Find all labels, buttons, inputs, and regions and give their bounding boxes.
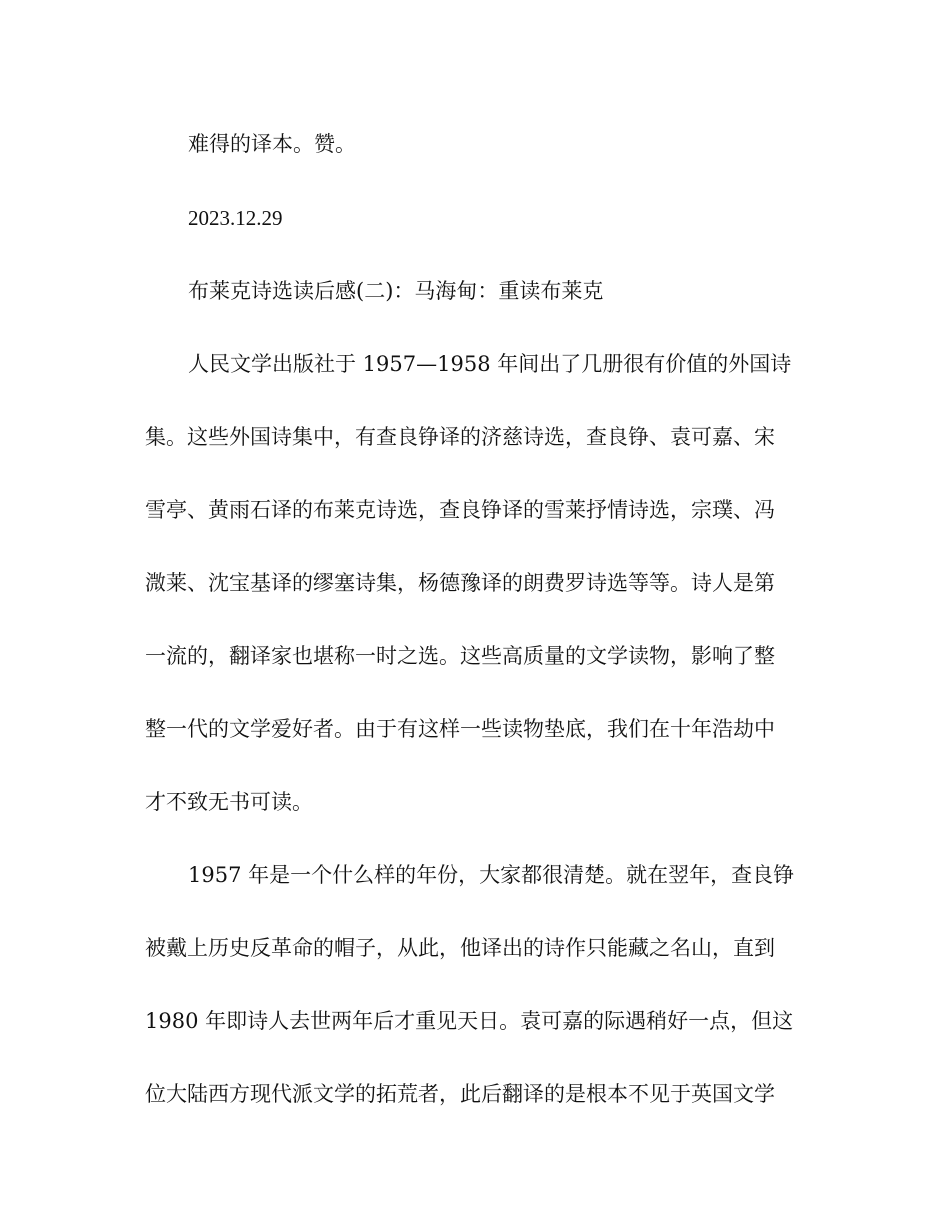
paragraph-2-line-2: 被戴上历史反革命的帽子，从此，他译出的诗作只能藏之名山，直到 xyxy=(145,936,775,960)
paragraph-2-line-3: 1980 年即诗人去世两年后才重见天日。袁可嘉的际遇稍好一点，但这 xyxy=(145,1009,794,1033)
paragraph-1-line-6: 整一代的文学爱好者。由于有这样一些读物垫底，我们在十年浩劫中 xyxy=(145,717,775,741)
paragraph-1-line-3: 雪亭、黄雨石译的布莱克诗选，查良铮译的雪莱抒情诗选，宗璞、冯 xyxy=(145,498,775,522)
paragraph-1-line-5: 一流的，翻译家也堪称一时之选。这些高质量的文学读物，影响了整 xyxy=(145,644,775,668)
paragraph-2-line-1: 1957 年是一个什么样的年份，大家都很清楚。就在翌年，查良铮 xyxy=(188,863,795,887)
paragraph-1-line-1: 人民文学出版社于 1957—1958 年间出了几册很有价值的外国诗 xyxy=(188,352,792,376)
paragraph-1-line-2: 集。这些外国诗集中，有查良铮译的济慈诗选，查良铮、袁可嘉、宋 xyxy=(145,425,775,449)
date-line: 2023.12.29 xyxy=(188,206,283,230)
section-title: 布莱克诗选读后感(二)：马海甸：重读布莱克 xyxy=(188,279,604,303)
paragraph-1-line-4: 溦莱、沈宝基译的缪塞诗集，杨德豫译的朗费罗诗选等等。诗人是第 xyxy=(145,571,775,595)
paragraph-2-line-4: 位大陆西方现代派文学的拓荒者，此后翻译的是根本不见于英国文学 xyxy=(145,1082,775,1106)
paragraph-1-line-7: 才不致无书可读。 xyxy=(145,790,313,814)
closing-remark: 难得的译本。赞。 xyxy=(188,132,356,156)
